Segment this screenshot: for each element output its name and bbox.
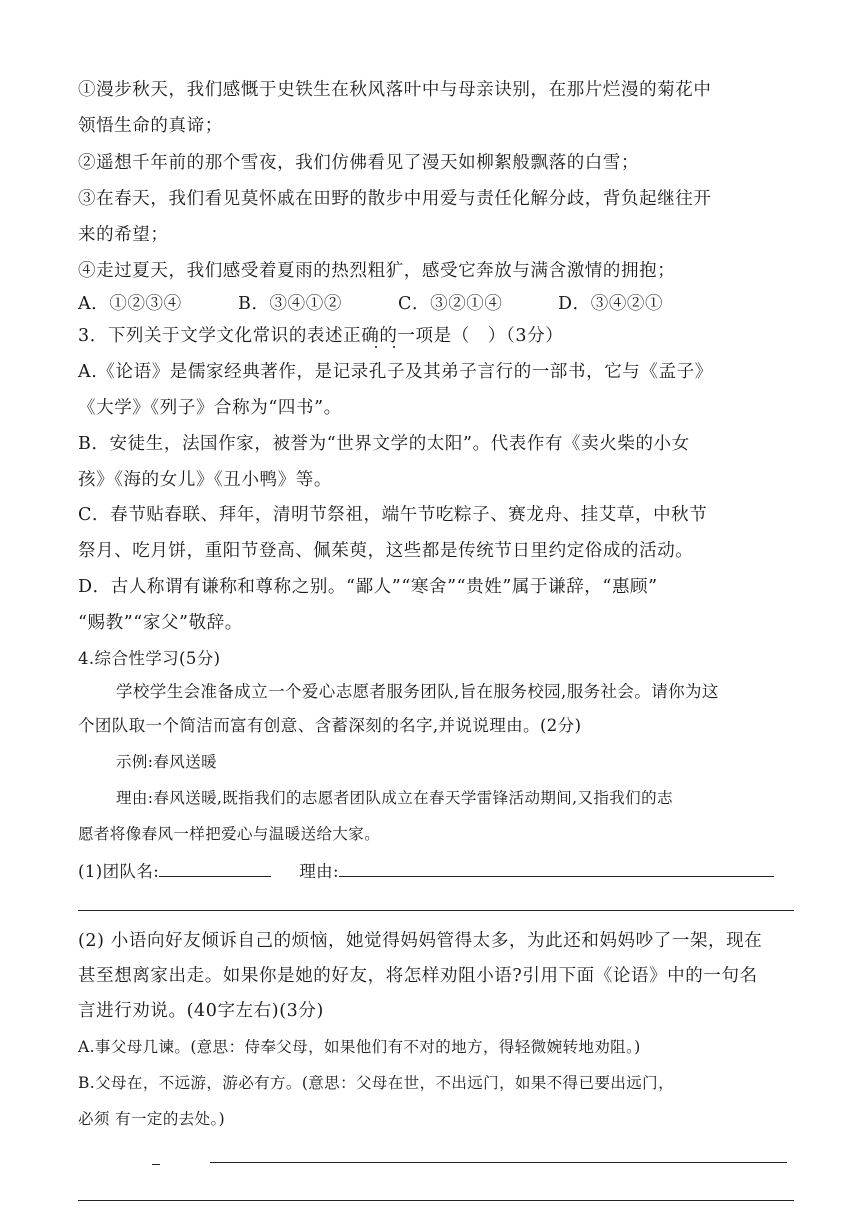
emphasis-dot	[375, 346, 377, 348]
q2-option-b: B．③④①②	[238, 294, 342, 314]
q4-quote-a: A.事父母几谏。(意思：侍奉父母，如果他们有不对的地方，得轻微婉转地劝阻。)	[78, 1038, 641, 1056]
q3-option-b-line-1: B．安徒生，法国作家，被誉为“世界文学的太阳”。代表作有《卖火柴的小女	[78, 434, 690, 454]
q3-option-d-line-1: D．古人称谓有谦称和尊称之别。“鄙人”“寒舍”“贵姓”属于谦辞，“惠顾”	[78, 577, 658, 597]
q2-item-2: ②遥想千年前的那个雪夜，我们仿佛看见了漫天如柳絮般飘落的白雪；	[78, 153, 640, 173]
q2-item-4: ④走过夏天，我们感受着夏雨的热烈粗犷，感受它奔放与满含激情的拥抱；	[78, 261, 676, 281]
q4-intro-line-1: 学校学生会准备成立一个爱心志愿者服务团队,旨在服务校园,服务社会。请你为这	[116, 682, 719, 701]
q2-item-3-line-2: 来的希望；	[78, 225, 169, 245]
q3-option-a-line-2: 《大学》《列子》合称为“四书”。	[78, 398, 342, 418]
reason-label: 理由:	[299, 862, 339, 881]
team-name-blank[interactable]	[159, 858, 271, 877]
q2-item-1-line-1: ①漫步秋天，我们感慨于史铁生在秋风落叶中与母亲诀别，在那片烂漫的菊花中	[78, 80, 712, 100]
q2-option-c: C．③②①④	[398, 294, 503, 314]
q2-options	[78, 292, 794, 316]
q3-option-a-line-1: A.《论语》是儒家经典著作，是记录孔子及其弟子言行的一部书，它与《孟子》	[78, 362, 713, 382]
stray-mark	[152, 1164, 160, 1165]
q4-intro-line-2: 个团队取一个简洁而富有创意、含蓄深刻的名字,并说说理由。(2分)	[78, 716, 582, 735]
q2-item-3-line-1: ③在春天，我们看见莫怀戚在田野的散步中用爱与责任化解分歧，背负起继往开	[78, 189, 712, 209]
q3-stem: 3．下列关于文学文化常识的表述正确的一项是（ ）（3分）	[78, 326, 564, 346]
q3-option-b-line-2: 孩》《海的女儿》《丑小鸭》等。	[78, 470, 332, 490]
answer-line[interactable]	[78, 1200, 794, 1201]
q2-option-d: D．③④②①	[558, 294, 664, 314]
q4-quote-b-line-2: 必须 有一定的去处。)	[78, 1110, 226, 1128]
emphasis-dot	[393, 346, 395, 348]
q3-option-c-line-2: 祭月、吃月饼，重阳节登高、佩茱萸，这些都是传统节日里约定俗成的活动。	[78, 541, 694, 561]
q2-item-1-line-2: 领悟生命的真谛；	[78, 116, 223, 136]
q3-option-c-line-1: C．春节贴春联、拜年，清明节祭祖，端午节吃粽子、赛龙舟、挂艾草，中秋节	[78, 505, 708, 525]
q4-example: 示例:春风送暖	[116, 753, 218, 771]
q4-reason-line-1: 理由:春风送暖,既指我们的志愿者团队成立在春天学雷锋活动期间,又指我们的志	[116, 789, 673, 807]
q4-answer-row	[78, 858, 794, 884]
q4-heading: 4.综合性学习(5分)	[78, 649, 221, 668]
q4-part2-line-3: 言进行劝说。(40字左右)(3分)	[78, 1001, 324, 1021]
q4-part2-line-1: (2) 小语向好友倾诉自己的烦恼，她觉得妈妈管得太多，为此还和妈妈吵了一架，现在	[78, 931, 763, 951]
q4-part2-line-2: 甚至想离家出走。如果你是她的好友，将怎样劝阻小语?引用下面《论语》中的一句名	[78, 966, 758, 986]
q4-quote-b-line-1: B.父母在，不远游，游必有方。(意思：父母在世，不出远门，如果不得已要出远门，	[78, 1074, 674, 1092]
q2-option-a: A．①②③④	[78, 294, 182, 314]
q3-option-d-line-2: “赐教”“家父”敬辞。	[78, 613, 243, 633]
answer-line[interactable]	[210, 1162, 787, 1163]
team-name-label: (1)团队名:	[78, 862, 160, 881]
reason-blank[interactable]	[339, 858, 774, 877]
answer-line[interactable]	[78, 910, 794, 911]
q4-reason-line-2: 愿者将像春风一样把爱心与温暖送给大家。	[78, 825, 381, 843]
